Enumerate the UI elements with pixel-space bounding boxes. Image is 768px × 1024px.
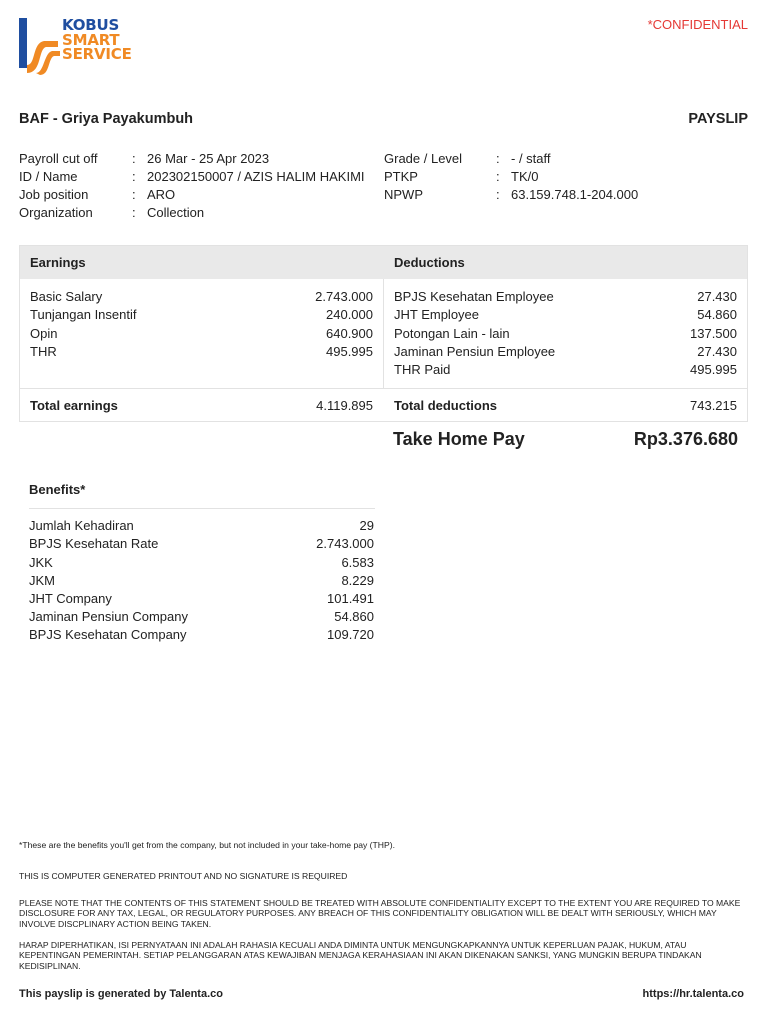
benefit-label: JKM [29, 573, 55, 588]
logo-line-2: SMART [62, 30, 120, 49]
deduction-value: 27.430 [697, 289, 737, 304]
deduction-label: JHT Employee [394, 307, 480, 322]
take-home-pay-label: Take Home Pay [393, 429, 525, 449]
benefit-value: 101.491 [327, 591, 374, 606]
info-colon: : [132, 169, 136, 184]
deduction-value: 27.430 [697, 344, 737, 359]
info-value: - / staff [511, 151, 551, 166]
benefit-label: JHT Company [29, 591, 112, 606]
benefit-label: JKK [29, 555, 53, 570]
info-colon: : [496, 169, 500, 184]
info-label: Organization [19, 205, 93, 220]
confidentiality-note-en: PLEASE NOTE THAT THE CONTENTS OF THIS STATEMENT SHOULD BE TREATED WITH ABSOLUTE CONFIDENTIALITY EXCEPT TO THE EXTENT YOU ARE REQUIRED TO MAKE DISCLOSURE FOR ANY TAX, LEGAL, OR REGULATORY PURPOSES. ANY BREACH OF THIS CONFIDENTIALITY OBLIGATION WILL BE DEALT WITH SERIOUSLY, WHICH MAY INVOLVE DISCPLINARY ACTION BEING TAKEN. [19, 898, 741, 929]
footer-url-link[interactable]: https://hr.talenta.co [642, 988, 744, 1000]
benefit-value: 54.860 [334, 609, 374, 624]
info-label: ID / Name [19, 169, 78, 184]
earning-value: 640.900 [326, 326, 373, 341]
info-label: Grade / Level [384, 151, 463, 166]
deduction-value: 137.500 [690, 326, 737, 341]
earning-label: Tunjangan Insentif [30, 307, 137, 322]
earning-label: Basic Salary [30, 289, 103, 304]
benefits-divider [29, 508, 375, 509]
info-value: 26 Mar - 25 Apr 2023 [147, 151, 270, 166]
benefit-value: 8.229 [341, 573, 374, 588]
company-name: BAF - Griya Payakumbuh [19, 111, 194, 127]
info-value: 202302150007 / AZIS HALIM HAKIMI [147, 169, 365, 184]
earnings-header: Earnings [30, 255, 86, 270]
logo-line-3: SERVICE [62, 45, 132, 63]
info-colon: : [496, 151, 500, 166]
total-divider [20, 388, 747, 389]
earning-value: 495.995 [326, 344, 373, 359]
benefit-value: 6.583 [341, 555, 374, 570]
total-deductions-value: 743.215 [690, 398, 737, 413]
deductions-header: Deductions [394, 255, 465, 270]
benefit-label: Jumlah Kehadiran [29, 518, 134, 533]
info-colon: : [132, 205, 136, 220]
computer-generated-note: THIS IS COMPUTER GENERATED PRINTOUT AND NO SIGNATURE IS REQUIRED [19, 871, 348, 881]
info-value: TK/0 [511, 169, 539, 184]
earning-label: THR [30, 344, 57, 359]
confidential-label: *CONFIDENTIAL [647, 17, 748, 32]
info-value: Collection [147, 205, 205, 220]
info-value: 63.159.748.1-204.000 [511, 187, 639, 202]
benefits-header: Benefits* [29, 482, 86, 497]
earning-label: Opin [30, 326, 58, 341]
benefit-value: 29 [359, 518, 374, 533]
deduction-value: 495.995 [690, 362, 737, 377]
benefit-value: 2.743.000 [316, 536, 374, 551]
total-earnings-label: Total earnings [30, 398, 118, 413]
deduction-label: Jaminan Pensiun Employee [394, 344, 556, 359]
benefit-label: Jaminan Pensiun Company [29, 609, 188, 624]
info-label: PTKP [384, 169, 418, 184]
confidentiality-note-id: HARAP DIPERHATIKAN, ISI PERNYATAAN INI ADALAH RAHASIA KECUALI ANDA DIMINTA UNTUK MENGUNGKAPKANNYA UNTUK KEPERLUAN PAJAK, HUKUM, ATAU KEPENTINGAN PEMERINTAH. SETIAP PELANGGARAN ATAS KEWAJIBAN MENJAGA KERAHASIAAN INI AKAN DIKENAKAN SANKSI, YANG MUNGKIN BERUPA TINDAKAN KEDISIPLINAN. [19, 940, 702, 971]
info-colon: : [496, 187, 500, 202]
document-title: PAYSLIP [688, 111, 748, 127]
info-label: Payroll cut off [19, 151, 98, 166]
take-home-pay-value: Rp3.376.680 [633, 429, 738, 449]
info-value: ARO [147, 187, 176, 202]
footer-generated-by: This payslip is generated by Talenta.co [19, 988, 223, 1000]
table-header [20, 246, 747, 279]
earning-value: 2.743.000 [315, 289, 373, 304]
benefit-value: 109.720 [327, 627, 374, 642]
logo-wordmark [62, 18, 132, 62]
earning-value: 240.000 [326, 307, 373, 322]
benefit-label: BPJS Kesehatan Rate [29, 536, 159, 551]
benefit-label: BPJS Kesehatan Company [29, 627, 187, 642]
deduction-label: BPJS Kesehatan Employee [394, 289, 554, 304]
benefits-footnote: *These are the benefits you'll get from the company, but not included in your take-home pay (THP). [19, 840, 395, 850]
logo-mark-icon [18, 17, 62, 77]
info-label: NPWP [384, 187, 423, 202]
earnings-deductions-table [19, 245, 748, 422]
info-label: Job position [19, 187, 89, 202]
column-divider [383, 279, 384, 388]
company-logo [18, 17, 148, 77]
deduction-label: Potongan Lain - lain [394, 326, 510, 341]
logo-line-1: KOBUS [62, 16, 120, 34]
deduction-label: THR Paid [394, 362, 451, 377]
deduction-value: 54.860 [697, 307, 737, 322]
total-earnings-value: 4.119.895 [316, 398, 373, 413]
total-deductions-label: Total deductions [394, 398, 498, 413]
info-colon: : [132, 151, 136, 166]
info-colon: : [132, 187, 136, 202]
